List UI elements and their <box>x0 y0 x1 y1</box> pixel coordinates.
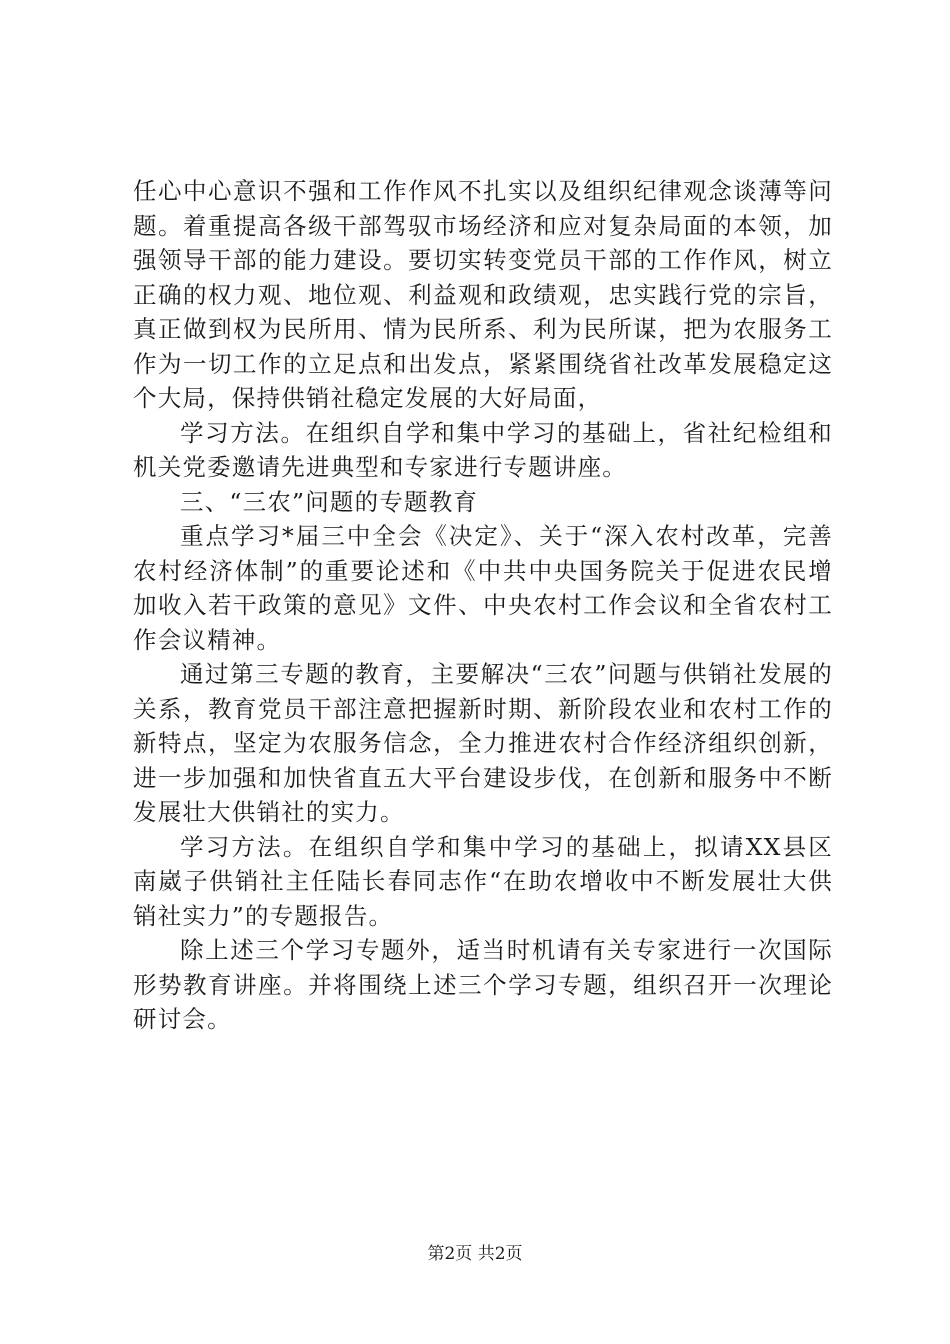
document-body <box>133 174 833 1037</box>
paragraph-key-study: 重点学习*届三中全会《决定》、关于“深入农村改革，完善农村经济体制”的重要论述和《中共中央国务院关于促进农民增加收入若干政策的意见》文件、中央农村工作会议和全省农村工作会议精神。 <box>133 522 833 654</box>
paragraph-additional-lecture: 除上述三个学习专题外，适当时机请有关专家进行一次国际形势教育讲座。并将围绕上述三个学习专题，组织召开一次理论研讨会。 <box>133 936 833 1033</box>
page-number-footer: 第2页 共2页 <box>427 1244 523 1264</box>
paragraph-study-method-1: 学习方法。在组织自学和集中学习的基础上，省社纪检组和机关党委邀请先进典型和专家进行专题讲座。 <box>133 418 833 481</box>
paragraph-topic-education: 通过第三专题的教育，主要解决“三农”问题与供销社发展的关系，教育党员干部注意把握新时期、新阶段农业和农村工作的新特点，坚定为农服务信念，全力推进农村合作经济组织创新，进一步加强和加快省直五大平台建设步伐，在创新和服务中不断发展壮大供销社的实力。 <box>133 660 833 826</box>
paragraph-continuation: 任心中心意识不强和工作作风不扎实以及组织纪律观念谈薄等问题。着重提高各级干部驾驭市场经济和应对复杂局面的本领，加强领导干部的能力建设。要切实转变党员干部的工作作风，树立正确的权力观、地位观、利益观和政绩观，忠实践行党的宗旨，真正做到权为民所用、情为民所系、利为民所谋，把为农服务工作为一切工作的立足点和出发点，紧紧围绕省社改革发展稳定这个大局，保持供销社稳定发展的大好局面， <box>133 177 833 412</box>
section-heading-three-rural: 三、“三农”问题的专题教育 <box>180 487 479 516</box>
paragraph-study-method-2: 学习方法。在组织自学和集中学习的基础上，拟请XX县区南崴子供销社主任陆长春同志作“在助农增收中不断发展壮大供销社实力”的专题报告。 <box>133 832 833 930</box>
